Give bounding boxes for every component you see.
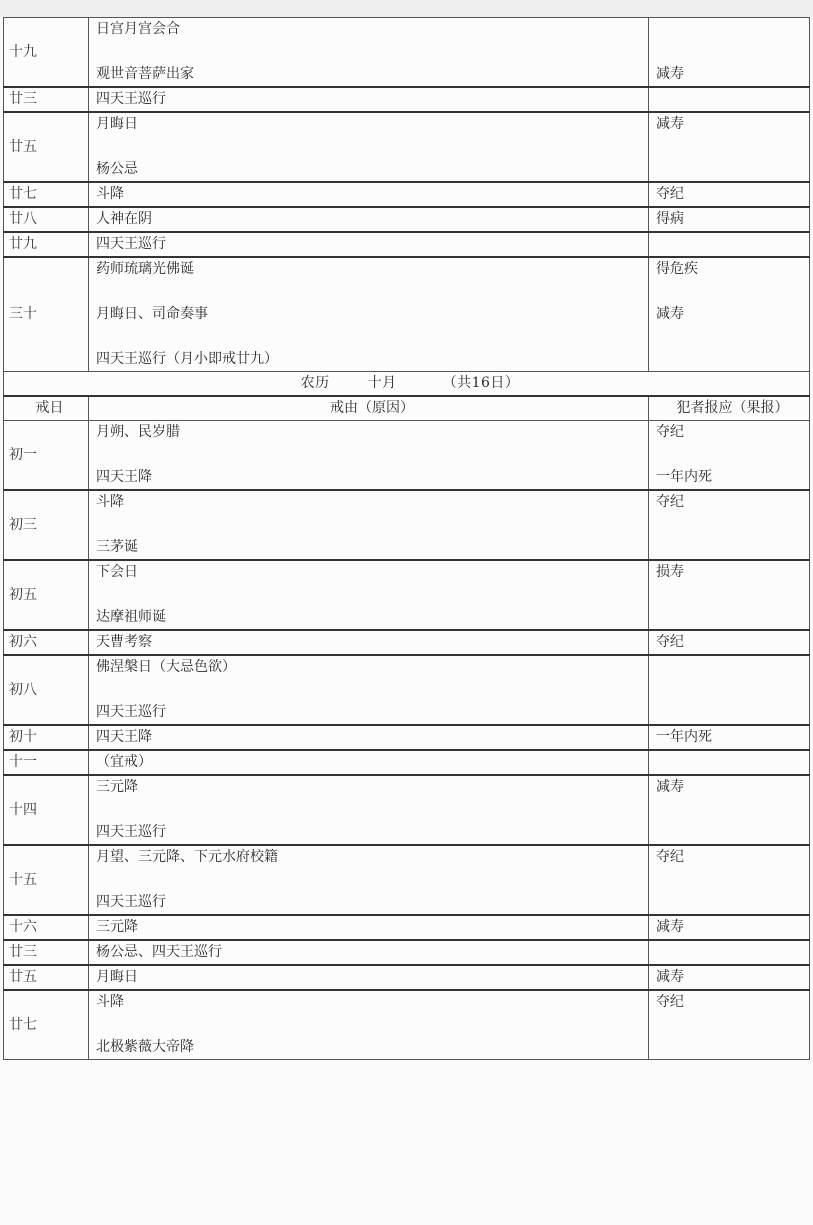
table-row (4, 915, 810, 940)
table-row (4, 182, 810, 207)
reason-line: 三元降 (96, 779, 138, 795)
reason-cell (89, 207, 649, 232)
reason-cell (89, 257, 649, 372)
reason-line: 斗降 (96, 994, 124, 1010)
reason-line: 观世音菩萨出家 (96, 66, 194, 82)
day-cell: 十一 (4, 750, 89, 775)
consequence-line (656, 656, 809, 679)
day-cell: 十五 (4, 845, 89, 915)
table-row (4, 207, 810, 232)
reason-line: 人神在阴 (96, 211, 152, 227)
consequence-line: 减寿 (656, 66, 684, 82)
table-row (4, 112, 810, 182)
reason-line: 三茅诞 (96, 539, 138, 555)
table-row (4, 18, 810, 88)
day-cell: 初八 (4, 655, 89, 725)
reason-line: 月望、三元降、下元水府校籍 (96, 849, 278, 865)
reason-line: 佛涅槃日（大忌色欲） (96, 659, 236, 675)
reason-cell (89, 940, 649, 965)
month-title-label: 农历 (300, 375, 330, 391)
reason-cell (89, 490, 649, 560)
reason-line: 四天王巡行 (96, 824, 166, 840)
table-row (4, 421, 810, 491)
day-cell: 十六 (4, 915, 89, 940)
consequence-line (656, 1036, 809, 1059)
reason-cell (89, 775, 649, 845)
table-row (4, 725, 810, 750)
reason-cell (89, 232, 649, 257)
consequence-cell (649, 750, 810, 775)
ninth-month-rows (4, 18, 810, 372)
consequence-line (656, 701, 809, 724)
table-row (4, 845, 810, 915)
table-row (4, 560, 810, 630)
reason-cell (89, 750, 649, 775)
reason-cell (89, 655, 649, 725)
consequence-cell (649, 655, 810, 725)
day-cell: 廿三 (4, 940, 89, 965)
month-title-count: （共16日） (442, 375, 520, 391)
day-cell: 廿九 (4, 232, 89, 257)
consequence-line: 夺纪 (656, 994, 684, 1010)
consequence-line (656, 536, 809, 559)
consequence-line: 夺纪 (656, 186, 684, 202)
top-band (0, 0, 813, 17)
tenth-month-rows (4, 421, 810, 1060)
table-row (4, 232, 810, 257)
consequence-line (656, 821, 809, 844)
day-cell: 十九 (4, 18, 89, 88)
reason-line: 月晦日、司命奏事 (96, 306, 208, 322)
reason-line: 四天王巡行 (96, 894, 166, 910)
reason-line: 杨公忌、四天王巡行 (96, 944, 222, 960)
reason-cell (89, 965, 649, 990)
consequence-line: 减寿 (656, 306, 684, 322)
table-row (4, 87, 810, 112)
consequence-line (656, 891, 809, 914)
reason-line: 斗降 (96, 186, 124, 202)
consequence-cell (649, 112, 810, 182)
consequence-line (656, 233, 809, 256)
reason-line: 杨公忌 (96, 161, 138, 177)
table-row (4, 750, 810, 775)
reason-line: （宜戒） (96, 754, 152, 770)
reason-line: 月晦日 (96, 116, 138, 132)
consequence-line: 减寿 (656, 116, 684, 132)
consequence-cell (649, 845, 810, 915)
reason-line: 达摩祖师诞 (96, 609, 166, 625)
reason-line: 四天王降 (96, 729, 152, 745)
consequence-cell (649, 87, 810, 112)
reason-cell (89, 630, 649, 655)
precept-days-table (3, 17, 810, 1060)
column-header-consequence: 犯者报应（果报） (649, 396, 810, 421)
consequence-line: 夺纪 (656, 634, 684, 650)
day-cell: 廿五 (4, 112, 89, 182)
consequence-cell (649, 490, 810, 560)
day-cell: 初三 (4, 490, 89, 560)
month-title (4, 372, 810, 397)
consequence-line: 减寿 (656, 969, 684, 985)
consequence-line (656, 606, 809, 629)
reason-line: 月朔、民岁腊 (96, 424, 180, 440)
reason-line: 日宫月宫会合 (96, 21, 180, 37)
day-cell: 初十 (4, 725, 89, 750)
reason-line: 北极紫薇大帝降 (96, 1039, 194, 1055)
day-cell: 初六 (4, 630, 89, 655)
month-title-month: 十月 (367, 375, 397, 391)
consequence-cell (649, 257, 810, 372)
reason-line: 三元降 (96, 919, 138, 935)
consequence-line: 一年内死 (656, 729, 712, 745)
reason-cell (89, 112, 649, 182)
reason-cell (89, 421, 649, 491)
consequence-cell (649, 421, 810, 491)
reason-cell (89, 87, 649, 112)
consequence-cell (649, 940, 810, 965)
consequence-line: 减寿 (656, 779, 684, 795)
day-cell: 廿五 (4, 965, 89, 990)
day-cell: 廿三 (4, 87, 89, 112)
consequence-line: 夺纪 (656, 424, 684, 440)
day-cell: 初一 (4, 421, 89, 491)
table-row (4, 940, 810, 965)
reason-line: 斗降 (96, 494, 124, 510)
consequence-line (656, 158, 809, 181)
day-cell: 三十 (4, 257, 89, 372)
table-row (4, 490, 810, 560)
consequence-cell (649, 990, 810, 1060)
consequence-line (656, 18, 809, 41)
day-cell: 初五 (4, 560, 89, 630)
consequence-cell (649, 560, 810, 630)
consequence-cell (649, 18, 810, 88)
reason-cell (89, 725, 649, 750)
reason-cell (89, 845, 649, 915)
consequence-cell (649, 775, 810, 845)
consequence-cell (649, 630, 810, 655)
consequence-line: 夺纪 (656, 849, 684, 865)
reason-line: 四天王巡行（月小即戒廿九） (96, 351, 278, 367)
day-cell: 廿八 (4, 207, 89, 232)
table-row (4, 775, 810, 845)
consequence-line (656, 88, 809, 111)
consequence-line: 损寿 (656, 564, 684, 580)
table-row (4, 630, 810, 655)
consequence-line: 夺纪 (656, 494, 684, 510)
day-cell: 廿七 (4, 182, 89, 207)
reason-line: 四天王巡行 (96, 91, 166, 107)
consequence-line (656, 941, 809, 964)
reason-line: 下会日 (96, 564, 138, 580)
reason-cell (89, 18, 649, 88)
table-row (4, 655, 810, 725)
consequence-cell (649, 965, 810, 990)
consequence-cell (649, 725, 810, 750)
consequence-cell (649, 182, 810, 207)
consequence-line: 减寿 (656, 919, 684, 935)
consequence-line: 一年内死 (656, 469, 712, 485)
table-row (4, 990, 810, 1060)
table-row (4, 257, 810, 372)
reason-cell (89, 915, 649, 940)
consequence-line: 得危疾 (656, 261, 698, 277)
reason-cell (89, 990, 649, 1060)
column-header-day: 戒日 (4, 396, 89, 421)
consequence-line: 得病 (656, 211, 684, 227)
reason-line: 天曹考察 (96, 634, 152, 650)
day-cell: 廿七 (4, 990, 89, 1060)
consequence-cell (649, 207, 810, 232)
month-section-header (4, 372, 810, 421)
consequence-line (656, 751, 809, 774)
consequence-cell (649, 915, 810, 940)
day-cell: 十四 (4, 775, 89, 845)
reason-line: 药师琉璃光佛诞 (96, 261, 194, 277)
column-header-reason: 戒由（原因） (89, 396, 649, 421)
reason-line: 四天王巡行 (96, 704, 166, 720)
reason-cell (89, 560, 649, 630)
reason-line: 月晦日 (96, 969, 138, 985)
reason-cell (89, 182, 649, 207)
reason-line: 四天王降 (96, 469, 152, 485)
reason-line: 四天王巡行 (96, 236, 166, 252)
table-row (4, 965, 810, 990)
consequence-line (656, 348, 809, 371)
consequence-cell (649, 232, 810, 257)
